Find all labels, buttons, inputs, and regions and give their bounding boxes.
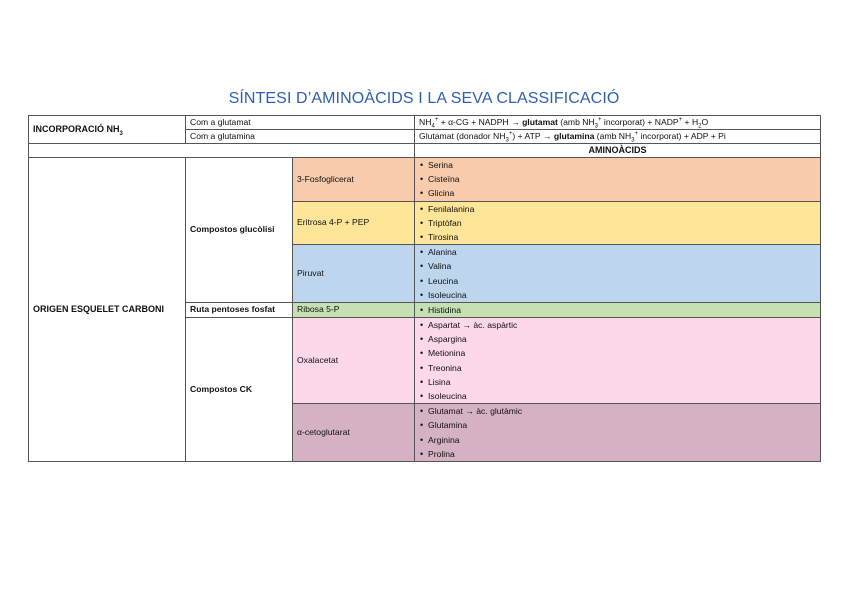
- reaction-part: 4: [431, 123, 435, 130]
- reaction-part: incorporat) + ADP + Pi: [638, 131, 726, 141]
- aminoacid-list-ribosa: [415, 302, 821, 317]
- aminoacid-item: • Leucina: [419, 274, 816, 288]
- precursor-piruvat: Piruvat: [293, 245, 415, 303]
- precursor-eritrosa: Eritrosa 4-P + PEP: [293, 201, 415, 245]
- reaction-glutamina: [415, 130, 821, 144]
- incorporation-name-glutamina: Com a glutamina: [186, 130, 415, 144]
- reaction-part: +: [508, 131, 513, 138]
- reaction-part: Glutamat (donador NH: [419, 131, 506, 141]
- aminoacid-item: • Triptòfan: [419, 216, 816, 230]
- aminoacid-item: • Glicina: [419, 186, 816, 200]
- aminoacid-item: • Tirosina: [419, 230, 816, 244]
- precursor-cetoglutarat: α-cetoglutarat: [293, 404, 415, 462]
- aminoacid-item: • Fenilalanina: [419, 202, 816, 216]
- precursor-ribosa: Ribosa 5-P: [293, 302, 415, 317]
- reaction-part: 3: [505, 137, 509, 144]
- aminoacid-item: • Arginina: [419, 433, 816, 447]
- reaction-part: +: [434, 117, 439, 124]
- aminoacid-item: • Metionina: [419, 346, 816, 360]
- aminoacid-item: • Glutamina: [419, 418, 816, 432]
- reaction-part: + H: [682, 117, 699, 127]
- reaction-part: O: [701, 117, 709, 127]
- reaction-part: glutamat: [522, 117, 558, 127]
- aminoacid-list-fosfoglicerat: [415, 158, 821, 202]
- reaction-part: 3: [594, 123, 598, 130]
- reaction-part: +: [598, 117, 602, 124]
- incorporation-label-cell: [29, 116, 186, 144]
- aminoacid-item: • Prolina: [419, 447, 816, 461]
- aminoacid-item: • Treonina: [419, 361, 816, 375]
- aminoacid-synthesis-table: [28, 115, 821, 462]
- reaction-part: NH: [419, 117, 432, 127]
- reaction-part: (amb NH: [557, 117, 595, 127]
- table-row-header: [29, 144, 821, 158]
- reaction-part: +: [634, 131, 639, 138]
- aminoacid-item: • Histidina: [419, 303, 816, 317]
- aminoacid-item: • Aspartat → àc. aspàrtic: [419, 318, 816, 332]
- group-ck: Compostos CK: [186, 318, 293, 462]
- reaction-part: 2: [698, 123, 702, 130]
- header-empty-cell: [29, 144, 415, 158]
- reaction-part: ) + ATP →: [512, 131, 554, 141]
- origin-label: ORIGEN ESQUELET CARBONI: [29, 158, 186, 462]
- reaction-part: glutamina: [553, 131, 595, 141]
- aminoacid-list-piruvat: [415, 245, 821, 303]
- aminoacid-item: • Alanina: [419, 245, 816, 259]
- incorporation-name-glutamat: Com a glutamat: [186, 116, 415, 130]
- page-title: SÍNTESI D’AMINOÀCIDS I LA SEVA CLASSIFICACIÓ: [228, 90, 620, 107]
- reaction-part: + α-CG + NADPH →: [438, 117, 523, 127]
- incorporation-label-sub: 3: [119, 130, 123, 137]
- aminoacid-item: • Isoleucina: [419, 288, 816, 302]
- reaction-part: 3: [631, 137, 635, 144]
- precursor-fosfoglicerat: 3-Fosfoglicerat: [293, 158, 415, 202]
- incorporation-label: INCORPORACIÓ NH: [33, 124, 120, 134]
- table-row-glutamat: [29, 116, 821, 130]
- reaction-part: incorporat) + NADP: [601, 117, 679, 127]
- aminoacid-item: • Aspargina: [419, 332, 816, 346]
- group-pentoses: Ruta pentoses fosfat: [186, 302, 293, 317]
- aminoacid-list-cetoglutarat: [415, 404, 821, 462]
- aminoacid-item: • Cisteïna: [419, 172, 816, 186]
- precursor-oxalacetat: Oxalacetat: [293, 318, 415, 404]
- group-glucolisi: Compostos glucòlisi: [186, 158, 293, 303]
- table-row-fosfoglicerat: [29, 158, 821, 202]
- reaction-part: (amb NH: [594, 131, 632, 141]
- aminoacid-item: • Glutamat → àc. glutàmic: [419, 404, 816, 418]
- reaction-glutamat: [415, 116, 821, 130]
- aminoacid-item: • Isoleucina: [419, 389, 816, 403]
- aminoacid-list-eritrosa: [415, 201, 821, 245]
- reaction-part: +: [678, 117, 683, 124]
- aminoacid-item: • Serina: [419, 158, 816, 172]
- aminoacid-item: • Valina: [419, 259, 816, 273]
- aminoacid-list-oxalacetat: [415, 318, 821, 404]
- aminoacid-item: • Lisina: [419, 375, 816, 389]
- aminoacids-header: AMINOÀCIDS: [415, 144, 821, 158]
